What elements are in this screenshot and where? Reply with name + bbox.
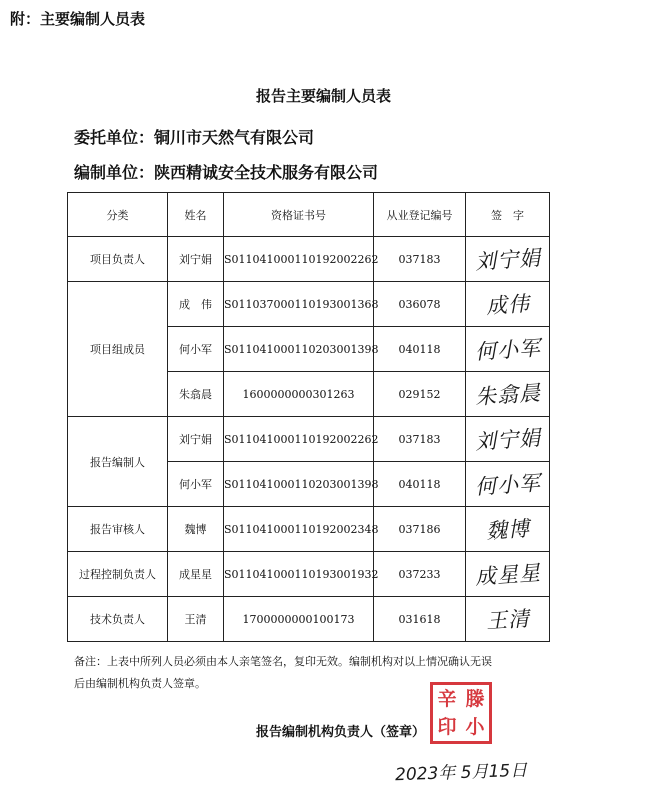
compiler-value: 陕西精诚安全技术服务有限公司 (154, 163, 379, 182)
name-cell: 朱翕晨 (168, 372, 224, 417)
signature-cell (466, 327, 550, 372)
reg-cell: 040118 (374, 327, 466, 372)
cert-cell: S011041000110192002262 (224, 417, 374, 462)
category-cell: 过程控制负责人 (68, 552, 168, 597)
signature-label: 报告编制机构负责人（签章） (256, 725, 426, 740)
name-cell: 王清 (168, 597, 224, 642)
name-cell: 刘宁娟 (168, 237, 224, 282)
category-cell: 项目负责人 (68, 237, 168, 282)
cert-cell: 1700000000100173 (224, 597, 374, 642)
compiler-unit-line (74, 160, 378, 183)
table-row (68, 237, 550, 282)
reg-cell: 036078 (374, 282, 466, 327)
note-line: 备注：上表中所列人员必须由本人亲笔签名，复印无效。编制机构对以上情况确认无误 (74, 655, 492, 668)
client-label: 委托单位： (74, 128, 155, 147)
signature-cell (466, 282, 550, 327)
cert-cell: 1600000000301263 (224, 372, 374, 417)
handwritten-signature: 刘宁娟 (473, 425, 542, 455)
handwritten-signature: 成星星 (473, 560, 542, 590)
cert-cell: S011037000110193001368 (224, 282, 374, 327)
cert-cell: S011041000110192002348 (224, 507, 374, 552)
name-cell: 魏博 (168, 507, 224, 552)
document-title: 报告主要编制人员表 (255, 87, 391, 105)
reg-cell: 037233 (374, 552, 466, 597)
seal-char: 印 (437, 716, 457, 738)
reg-cell: 037183 (374, 417, 466, 462)
reg-cell: 031618 (374, 597, 466, 642)
seal-char: 辛 (437, 688, 457, 710)
category-cell: 技术负责人 (68, 597, 168, 642)
table-row (68, 552, 550, 597)
cert-cell: S011041000110192002262 (224, 237, 374, 282)
header-cert: 资格证书号 (224, 193, 374, 237)
signature-cell (466, 597, 550, 642)
handwritten-signature: 魏博 (484, 516, 531, 544)
table-row (68, 417, 550, 462)
compiler-label: 编制单位： (74, 163, 155, 182)
table-row (68, 282, 550, 327)
handwritten-signature: 何小军 (473, 470, 542, 500)
handwritten-signature: 朱翕晨 (473, 380, 542, 410)
signature-cell (466, 507, 550, 552)
category-cell: 项目组成员 (68, 282, 168, 417)
signature-cell (466, 237, 550, 282)
header-name: 姓名 (168, 193, 224, 237)
table-body (68, 237, 550, 642)
reg-cell: 040118 (374, 462, 466, 507)
reg-cell: 037183 (374, 237, 466, 282)
note-line: 后由编制机构负责人签章。 (74, 677, 206, 690)
header-signature: 签 字 (466, 193, 550, 237)
name-cell: 何小军 (168, 462, 224, 507)
client-unit-line (74, 125, 314, 148)
table-row (68, 507, 550, 552)
reg-cell: 029152 (374, 372, 466, 417)
red-seal-stamp (430, 682, 492, 744)
cert-cell: S011041000110203001398 (224, 462, 374, 507)
signature-cell (466, 417, 550, 462)
header-category: 分类 (68, 193, 168, 237)
appendix-heading: 附：主要编制人员表 (10, 10, 146, 28)
client-value: 铜川市天然气有限公司 (154, 128, 315, 147)
handwritten-signature: 王清 (484, 606, 531, 634)
signature-cell (466, 462, 550, 507)
cert-cell: S011041000110203001398 (224, 327, 374, 372)
handwritten-signature: 刘宁娟 (473, 245, 542, 275)
handwritten-signature: 何小军 (473, 335, 542, 365)
handwritten-signature: 成伟 (484, 291, 531, 319)
name-cell: 刘宁娟 (168, 417, 224, 462)
cert-cell: S011041000110193001932 (224, 552, 374, 597)
name-cell: 成 伟 (168, 282, 224, 327)
seal-char: 小 (465, 716, 485, 738)
signature-cell (466, 372, 550, 417)
category-cell: 报告编制人 (68, 417, 168, 507)
name-cell: 成星星 (168, 552, 224, 597)
staff-table (67, 192, 550, 642)
header-reg: 从业登记编号 (374, 193, 466, 237)
table-row (68, 597, 550, 642)
table-header-row (68, 193, 550, 237)
reg-cell: 037186 (374, 507, 466, 552)
signature-cell (466, 552, 550, 597)
seal-char: 滕 (465, 688, 485, 710)
handwritten-date: 2023年 5月15日 (394, 760, 528, 786)
category-cell: 报告审核人 (68, 507, 168, 552)
name-cell: 何小军 (168, 327, 224, 372)
